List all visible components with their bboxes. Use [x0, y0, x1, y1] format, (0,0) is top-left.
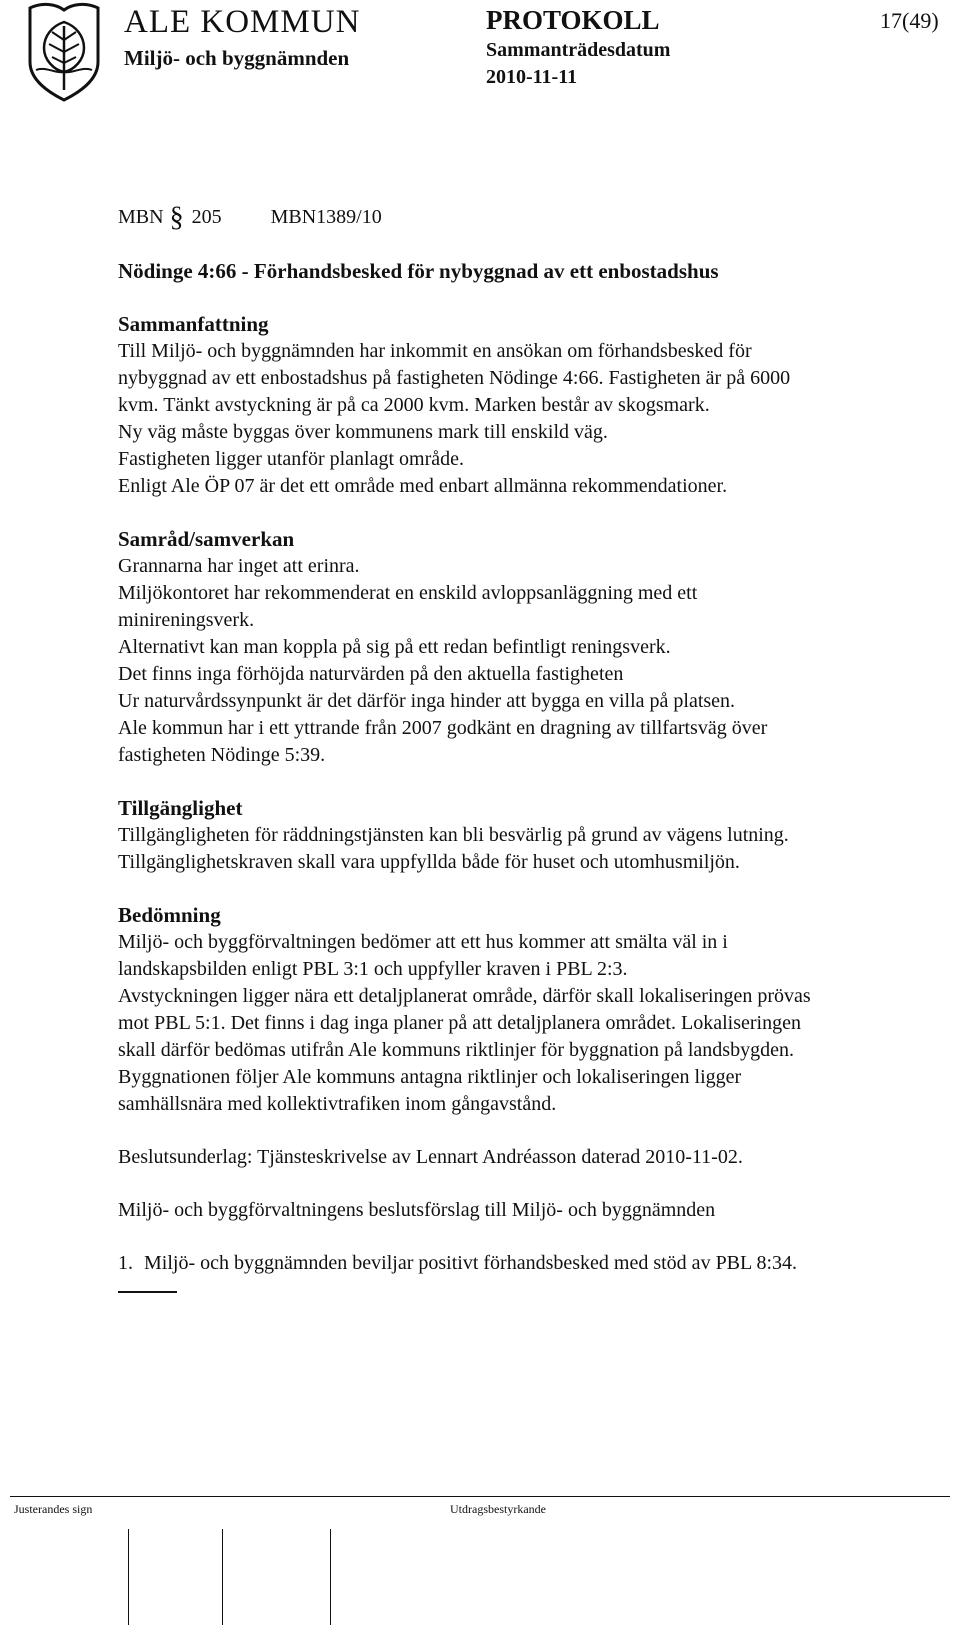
text-line: nybyggnad av ett enbostadshus på fastigheten Nödinge 4:66. Fastigheten är på 6000 [118, 367, 791, 389]
text-line: Grannarna har inget att erinra. [118, 555, 360, 577]
page-number: 17(49) [880, 8, 939, 33]
case-number: MBN1389/10 [270, 206, 382, 228]
footer-divider [10, 1496, 950, 1497]
signature-label: Justerandes sign [14, 1502, 93, 1516]
reference-row [118, 202, 382, 233]
document-type: PROTOKOLL [486, 5, 660, 35]
text-line: minireningsverk. [118, 609, 255, 631]
section-consultation [118, 526, 918, 769]
meeting-date: 2010-11-11 [486, 66, 578, 88]
meeting-date-label: Sammanträdesdatum [486, 39, 671, 61]
document-body [118, 258, 918, 1293]
section-accessibility [118, 795, 918, 876]
text-line: fastigheten Nödinge 5:39. [118, 744, 326, 766]
text-line: Ur naturvårdssynpunkt är det därför inga hinder att bygga en villa på platsen. [118, 690, 736, 712]
section-heading: Samråd/samverkan [118, 527, 295, 551]
paragraph-symbol: § [169, 202, 184, 233]
extract-certification-label: Utdragsbestyrkande [450, 1502, 546, 1516]
organization-name: ALE KOMMUN [124, 4, 361, 40]
text-line: Alternativt kan man koppla på sig på ett redan befintligt reningsverk. [118, 636, 671, 658]
section-summary [118, 311, 918, 500]
text-line: Miljökontoret har rekommenderat en enskild avloppsanläggning med ett [118, 582, 698, 604]
text-line: Enligt Ale ÖP 07 är det ett område med enbart allmänna rekommendationer. [118, 475, 728, 497]
text-line: Ny väg måste byggas över kommunens mark till enskild väg. [118, 421, 608, 443]
text-line: Ale kommun har i ett yttrande från 2007 godkänt en dragning av tillfartsväg över [118, 717, 768, 739]
list-item-number: 1. [118, 1252, 133, 1274]
reference-prefix: MBN [118, 206, 164, 228]
list-item-text: Miljö- och byggnämnden beviljar positivt förhandsbesked med stöd av PBL 8:34. [144, 1252, 798, 1274]
committee-name: Miljö- och byggnämnden [124, 46, 350, 70]
end-rule [118, 1291, 177, 1293]
decision-basis [118, 1144, 918, 1171]
text-line: Miljö- och byggförvaltningens beslutsförslag till Miljö- och byggnämnden [118, 1199, 716, 1221]
text-line: samhällsnära med kollektivtrafiken inom gångavstånd. [118, 1093, 557, 1115]
text-line: Beslutsunderlag: Tjänsteskrivelse av Lennart Andréasson daterad 2010-11-02. [118, 1146, 743, 1168]
section-heading: Bedömning [118, 903, 221, 927]
text-line: Miljö- och byggförvaltningen bedömer att ett hus kommer att smälta väl in i [118, 931, 728, 953]
municipality-logo-icon [22, 0, 106, 104]
text-line: Avstyckningen ligger nära ett detaljplanerat område, därför skall lokaliseringen prövas [118, 985, 811, 1007]
text-line: kvm. Tänkt avstyckning är på ca 2000 kvm. Marken består av skogsmark. [118, 394, 710, 416]
text-line: landskapsbilden enligt PBL 3:1 och uppfyller kraven i PBL 2:3. [118, 958, 628, 980]
text-line: Fastigheten ligger utanför planlagt område. [118, 448, 465, 470]
signature-box-divider [222, 1529, 223, 1625]
text-line: Byggnationen följer Ale kommuns antagna riktlinjer och lokaliseringen ligger [118, 1066, 742, 1088]
text-line: Till Miljö- och byggnämnden har inkommit en ansökan om förhandsbesked för [118, 340, 752, 362]
text-line: skall därför bedömas utifrån Ale kommuns riktlinjer för byggnation på landsbygden. [118, 1039, 794, 1061]
signature-box-divider [330, 1529, 331, 1625]
text-line: Det finns inga förhöjda naturvärden på den aktuella fastigheten [118, 663, 624, 685]
section-heading: Sammanfattning [118, 312, 269, 336]
text-line: Tillgänglighetskraven skall vara uppfyllda både för huset och utomhusmiljön. [118, 851, 740, 873]
section-assessment [118, 902, 918, 1118]
paragraph-number: 205 [191, 206, 222, 228]
list-item [118, 1250, 918, 1277]
signature-box-divider [128, 1529, 129, 1625]
proposal-intro [118, 1197, 918, 1224]
text-line: Tillgängligheten för räddningstjänsten kan bli besvärlig på grund av vägens lutning. [118, 824, 789, 846]
text-line: mot PBL 5:1. Det finns i dag inga planer på att detaljplanera området. Lokaliseringen [118, 1012, 801, 1034]
proposal-list [118, 1250, 918, 1277]
document-title: Nödinge 4:66 - Förhandsbesked för nybyggnad av ett enbostadshus [118, 259, 719, 283]
section-heading: Tillgänglighet [118, 796, 243, 820]
